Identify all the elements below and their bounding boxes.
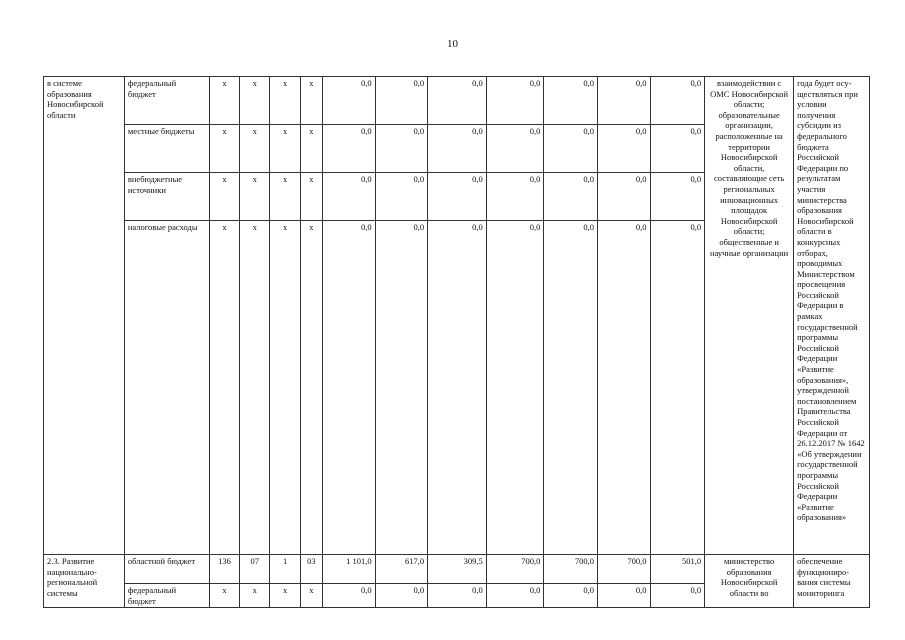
code-cell: х <box>300 584 322 608</box>
page-number: 10 <box>447 38 458 50</box>
value-cell: 0,0 <box>544 221 598 555</box>
value-cell: 0,0 <box>375 125 428 173</box>
source-cell: внебюджетные источники <box>124 173 209 221</box>
value-cell: 0,0 <box>323 173 376 221</box>
value-cell: 0,0 <box>486 584 544 608</box>
value-cell: 0,0 <box>544 584 598 608</box>
value-cell: 0,0 <box>428 125 487 173</box>
value-cell: 700,0 <box>597 555 650 584</box>
value-cell: 0,0 <box>486 77 544 125</box>
code-cell: х <box>270 125 300 173</box>
value-cell: 0,0 <box>597 125 650 173</box>
value-cell: 0,0 <box>544 125 598 173</box>
code-cell: х <box>270 77 300 125</box>
code-cell: х <box>209 173 239 221</box>
code-cell: х <box>270 584 300 608</box>
source-cell: федеральный бюджет <box>124 584 209 608</box>
value-cell: 1 101,0 <box>323 555 376 584</box>
value-cell: 0,0 <box>597 77 650 125</box>
value-cell: 0,0 <box>650 125 705 173</box>
value-cell: 0,0 <box>597 584 650 608</box>
value-cell: 0,0 <box>323 221 376 555</box>
executors-cell: министерство образования Новосибирской области во <box>705 555 794 608</box>
code-cell: 07 <box>240 555 270 584</box>
value-cell: 0,0 <box>323 584 376 608</box>
value-cell: 0,0 <box>544 173 598 221</box>
value-cell: 0,0 <box>428 173 487 221</box>
source-cell: областной бюджет <box>124 555 209 584</box>
value-cell: 0,0 <box>375 584 428 608</box>
code-cell: х <box>300 77 322 125</box>
table-row <box>44 555 870 584</box>
value-cell: 0,0 <box>597 221 650 555</box>
value-cell: 0,0 <box>650 77 705 125</box>
executors-cell: взаимодействии с ОМС Новосибирской области; образовательные организации, расположенные на территории Новосибирской области, составляющие сеть региональных инновационных площадок Новосибирской области; общественные и научные организации <box>705 77 794 555</box>
code-cell: х <box>300 221 322 555</box>
value-cell: 0,0 <box>375 77 428 125</box>
code-cell: 1 <box>270 555 300 584</box>
code-cell: х <box>209 77 239 125</box>
value-cell: 0,0 <box>428 584 487 608</box>
source-cell: налоговые расходы <box>124 221 209 555</box>
value-cell: 0,0 <box>375 221 428 555</box>
code-cell: х <box>240 77 270 125</box>
value-cell: 309,5 <box>428 555 487 584</box>
budget-table <box>43 76 870 608</box>
value-cell: 0,0 <box>428 221 487 555</box>
value-cell: 0,0 <box>650 584 705 608</box>
note-cell: года будет осу-ществляться при условии получения субсидии из федерального бюджета Российской Федерации по результатам участия министерства образования Новосибирской области в конкурсных отборах, проводимых Министерством просвещения Российской Федерации в рамках государственной программы Российской Федерации «Развитие образования», утвержденной постановлением Правительства Российской Федерации от 26.12.2017 № 1642 «Об утверждении государственной программы Российской Федерации «Развитие образования» <box>794 77 870 555</box>
code-cell: х <box>240 125 270 173</box>
value-cell: 501,0 <box>650 555 705 584</box>
source-cell: федеральный бюджет <box>124 77 209 125</box>
code-cell: х <box>240 221 270 555</box>
value-cell: 700,0 <box>544 555 598 584</box>
note-cell: обеспечение функциониро-вания системы мониторинга <box>794 555 870 608</box>
value-cell: 0,0 <box>375 173 428 221</box>
source-cell: местные бюджеты <box>124 125 209 173</box>
code-cell: 03 <box>300 555 322 584</box>
value-cell: 617,0 <box>375 555 428 584</box>
table-row <box>44 77 870 125</box>
value-cell: 0,0 <box>650 221 705 555</box>
code-cell: х <box>270 221 300 555</box>
value-cell: 700,0 <box>486 555 544 584</box>
value-cell: 0,0 <box>323 125 376 173</box>
value-cell: 0,0 <box>486 125 544 173</box>
value-cell: 0,0 <box>428 77 487 125</box>
value-cell: 0,0 <box>597 173 650 221</box>
value-cell: 0,0 <box>544 77 598 125</box>
code-cell: х <box>300 125 322 173</box>
code-cell: х <box>300 173 322 221</box>
value-cell: 0,0 <box>650 173 705 221</box>
value-cell: 0,0 <box>486 173 544 221</box>
code-cell: х <box>209 125 239 173</box>
code-cell: х <box>240 584 270 608</box>
task-cell: 2.3. Развитие национально-региональной системы <box>44 555 125 608</box>
code-cell: х <box>209 221 239 555</box>
code-cell: х <box>209 584 239 608</box>
code-cell: х <box>270 173 300 221</box>
value-cell: 0,0 <box>323 77 376 125</box>
value-cell: 0,0 <box>486 221 544 555</box>
code-cell: х <box>240 173 270 221</box>
task-cell: в системе образования Новосибирской области <box>44 77 125 555</box>
code-cell: 136 <box>209 555 239 584</box>
